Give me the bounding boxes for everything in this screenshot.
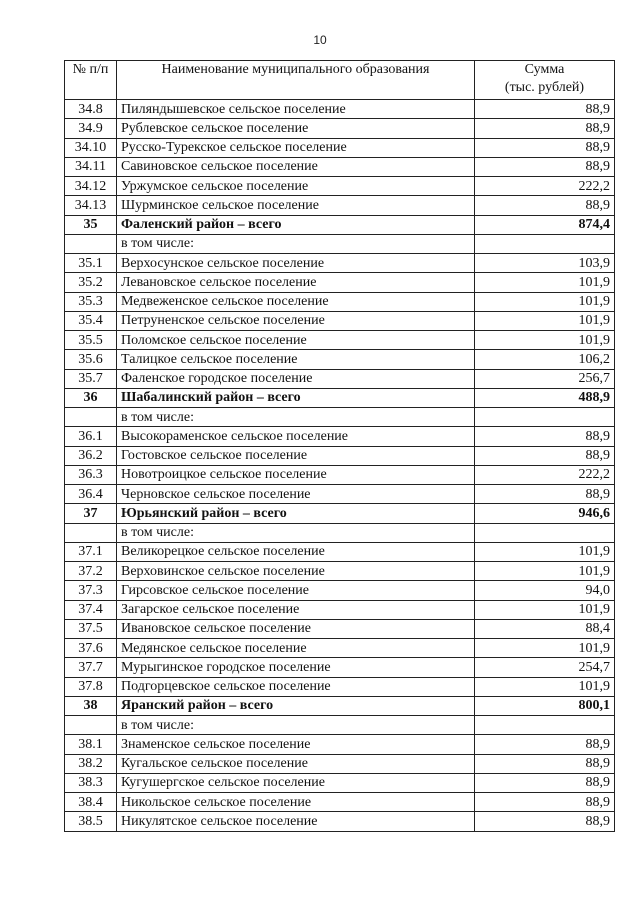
row-number: 37.5 xyxy=(65,619,117,638)
row-sum: 101,9 xyxy=(475,542,615,561)
row-name: Петруненское сельское поселение xyxy=(117,311,475,330)
table-body xyxy=(65,100,615,832)
row-sum: 88,9 xyxy=(475,119,615,138)
row-name: Медянское сельское поселение xyxy=(117,639,475,658)
row-number: 35.3 xyxy=(65,292,117,311)
row-sum: 88,9 xyxy=(475,138,615,157)
row-name: Савиновское сельское поселение xyxy=(117,157,475,176)
row-number xyxy=(65,716,117,735)
row-number: 36.4 xyxy=(65,485,117,504)
row-sum: 88,9 xyxy=(475,793,615,812)
row-number: 36 xyxy=(65,388,117,407)
row-sum: 88,9 xyxy=(475,754,615,773)
table-row xyxy=(65,196,615,215)
header-sum-line1: Сумма xyxy=(524,62,565,77)
row-sum xyxy=(475,234,615,253)
allocation-table xyxy=(64,60,615,832)
header-row xyxy=(65,61,615,100)
row-number: 37.8 xyxy=(65,677,117,696)
district-total-row xyxy=(65,215,615,234)
table-row xyxy=(65,157,615,176)
row-name: Знаменское сельское поселение xyxy=(117,735,475,754)
row-sum: 256,7 xyxy=(475,369,615,388)
table-row xyxy=(65,581,615,600)
row-name: в том числе: xyxy=(117,523,475,542)
table-row xyxy=(65,292,615,311)
row-sum: 88,9 xyxy=(475,427,615,446)
row-sum: 254,7 xyxy=(475,658,615,677)
row-number: 37.6 xyxy=(65,639,117,658)
district-total-row xyxy=(65,504,615,523)
row-sum: 106,2 xyxy=(475,350,615,369)
header-name: Наименование муниципального образования xyxy=(117,61,475,100)
row-sum: 88,9 xyxy=(475,735,615,754)
row-name: Новотроицкое сельское поселение xyxy=(117,465,475,484)
row-sum: 88,9 xyxy=(475,485,615,504)
table-row xyxy=(65,716,615,735)
row-number: 35.1 xyxy=(65,254,117,273)
row-name: Верховинское сельское поселение xyxy=(117,562,475,581)
row-number: 37.7 xyxy=(65,658,117,677)
row-sum: 101,9 xyxy=(475,562,615,581)
table-row xyxy=(65,600,615,619)
row-name: Загарское сельское поселение xyxy=(117,600,475,619)
row-name: Поломское сельское поселение xyxy=(117,331,475,350)
row-sum: 88,9 xyxy=(475,812,615,831)
row-number: 38.4 xyxy=(65,793,117,812)
row-name: Уржумское сельское поселение xyxy=(117,177,475,196)
row-sum: 88,9 xyxy=(475,196,615,215)
row-sum: 101,9 xyxy=(475,600,615,619)
table-row xyxy=(65,754,615,773)
row-sum: 101,9 xyxy=(475,292,615,311)
row-sum: 101,9 xyxy=(475,331,615,350)
district-total-row xyxy=(65,696,615,715)
row-number: 35.7 xyxy=(65,369,117,388)
row-name: Подгорцевское сельское поселение xyxy=(117,677,475,696)
table-row xyxy=(65,254,615,273)
table-row xyxy=(65,446,615,465)
table-row xyxy=(65,408,615,427)
row-name: Гостовское сельское поселение xyxy=(117,446,475,465)
row-number: 35.4 xyxy=(65,311,117,330)
row-sum: 222,2 xyxy=(475,465,615,484)
row-name: Мурыгинское городское поселение xyxy=(117,658,475,677)
row-sum: 101,9 xyxy=(475,311,615,330)
row-name: Юрьянский район – всего xyxy=(117,504,475,523)
row-sum: 488,9 xyxy=(475,388,615,407)
row-number: 35 xyxy=(65,215,117,234)
table-row xyxy=(65,523,615,542)
row-number: 37.3 xyxy=(65,581,117,600)
row-name: Черновское сельское поселение xyxy=(117,485,475,504)
row-number: 34.9 xyxy=(65,119,117,138)
row-name: Русско-Турекское сельское поселение xyxy=(117,138,475,157)
row-name: Никольское сельское поселение xyxy=(117,793,475,812)
row-name: Шурминское сельское поселение xyxy=(117,196,475,215)
row-name: Ивановское сельское поселение xyxy=(117,619,475,638)
table-row xyxy=(65,234,615,253)
row-number: 38.1 xyxy=(65,735,117,754)
row-number: 38.2 xyxy=(65,754,117,773)
district-total-row xyxy=(65,388,615,407)
row-name: в том числе: xyxy=(117,234,475,253)
row-name: Гирсовское сельское поселение xyxy=(117,581,475,600)
row-number: 36.3 xyxy=(65,465,117,484)
table-row xyxy=(65,119,615,138)
table-row xyxy=(65,542,615,561)
row-number: 38 xyxy=(65,696,117,715)
table-row xyxy=(65,138,615,157)
table-row xyxy=(65,369,615,388)
table-row xyxy=(65,793,615,812)
row-number xyxy=(65,408,117,427)
row-sum: 94,0 xyxy=(475,581,615,600)
row-sum: 800,1 xyxy=(475,696,615,715)
table-row xyxy=(65,311,615,330)
table-row xyxy=(65,100,615,119)
table-row xyxy=(65,485,615,504)
row-sum: 874,4 xyxy=(475,215,615,234)
row-number: 38.5 xyxy=(65,812,117,831)
row-number: 34.12 xyxy=(65,177,117,196)
row-name: Никулятское сельское поселение xyxy=(117,812,475,831)
row-sum xyxy=(475,408,615,427)
table-row xyxy=(65,773,615,792)
row-sum: 88,4 xyxy=(475,619,615,638)
row-sum: 946,6 xyxy=(475,504,615,523)
row-number: 35.2 xyxy=(65,273,117,292)
table-row xyxy=(65,619,615,638)
row-number: 36.1 xyxy=(65,427,117,446)
row-sum xyxy=(475,523,615,542)
row-number: 36.2 xyxy=(65,446,117,465)
row-number: 37 xyxy=(65,504,117,523)
table-row xyxy=(65,677,615,696)
table-header xyxy=(65,61,615,100)
row-number: 34.11 xyxy=(65,157,117,176)
row-number: 38.3 xyxy=(65,773,117,792)
table-row xyxy=(65,427,615,446)
row-number: 34.8 xyxy=(65,100,117,119)
row-sum: 222,2 xyxy=(475,177,615,196)
row-name: Кугальское сельское поселение xyxy=(117,754,475,773)
row-name: Великорецкое сельское поселение xyxy=(117,542,475,561)
row-sum: 101,9 xyxy=(475,273,615,292)
table-row xyxy=(65,331,615,350)
table-row xyxy=(65,177,615,196)
row-name: Верхосунское сельское поселение xyxy=(117,254,475,273)
header-sum-line2: (тыс. рублей) xyxy=(504,80,585,95)
row-name: Кугушергское сельское поселение xyxy=(117,773,475,792)
row-name: Яранский район – всего xyxy=(117,696,475,715)
row-number: 34.13 xyxy=(65,196,117,215)
row-sum: 101,9 xyxy=(475,639,615,658)
row-name: в том числе: xyxy=(117,716,475,735)
row-name: Рублевское сельское поселение xyxy=(117,119,475,138)
row-number: 37.2 xyxy=(65,562,117,581)
header-num: № п/п xyxy=(65,61,117,100)
row-sum: 88,9 xyxy=(475,100,615,119)
table-row xyxy=(65,273,615,292)
row-name: Медвеженское сельское поселение xyxy=(117,292,475,311)
table-row xyxy=(65,562,615,581)
row-sum: 88,9 xyxy=(475,157,615,176)
row-sum: 88,9 xyxy=(475,446,615,465)
row-name: Высокораменское сельское поселение xyxy=(117,427,475,446)
row-name: Талицкое сельское поселение xyxy=(117,350,475,369)
table-row xyxy=(65,812,615,831)
row-sum xyxy=(475,716,615,735)
row-number xyxy=(65,234,117,253)
row-name: Фаленский район – всего xyxy=(117,215,475,234)
table-row xyxy=(65,658,615,677)
table-row xyxy=(65,735,615,754)
header-sum xyxy=(475,61,615,100)
row-number xyxy=(65,523,117,542)
row-number: 35.5 xyxy=(65,331,117,350)
row-name: Шабалинский район – всего xyxy=(117,388,475,407)
table-row xyxy=(65,350,615,369)
row-name: Пиляндышевское сельское поселение xyxy=(117,100,475,119)
row-number: 37.1 xyxy=(65,542,117,561)
row-number: 35.6 xyxy=(65,350,117,369)
table-row xyxy=(65,639,615,658)
row-number: 37.4 xyxy=(65,600,117,619)
row-name: Фаленское городское поселение xyxy=(117,369,475,388)
row-name: в том числе: xyxy=(117,408,475,427)
page-number: 10 xyxy=(313,33,327,47)
row-sum: 101,9 xyxy=(475,677,615,696)
row-sum: 103,9 xyxy=(475,254,615,273)
row-number: 34.10 xyxy=(65,138,117,157)
row-name: Левановское сельское поселение xyxy=(117,273,475,292)
row-sum: 88,9 xyxy=(475,773,615,792)
table-row xyxy=(65,465,615,484)
